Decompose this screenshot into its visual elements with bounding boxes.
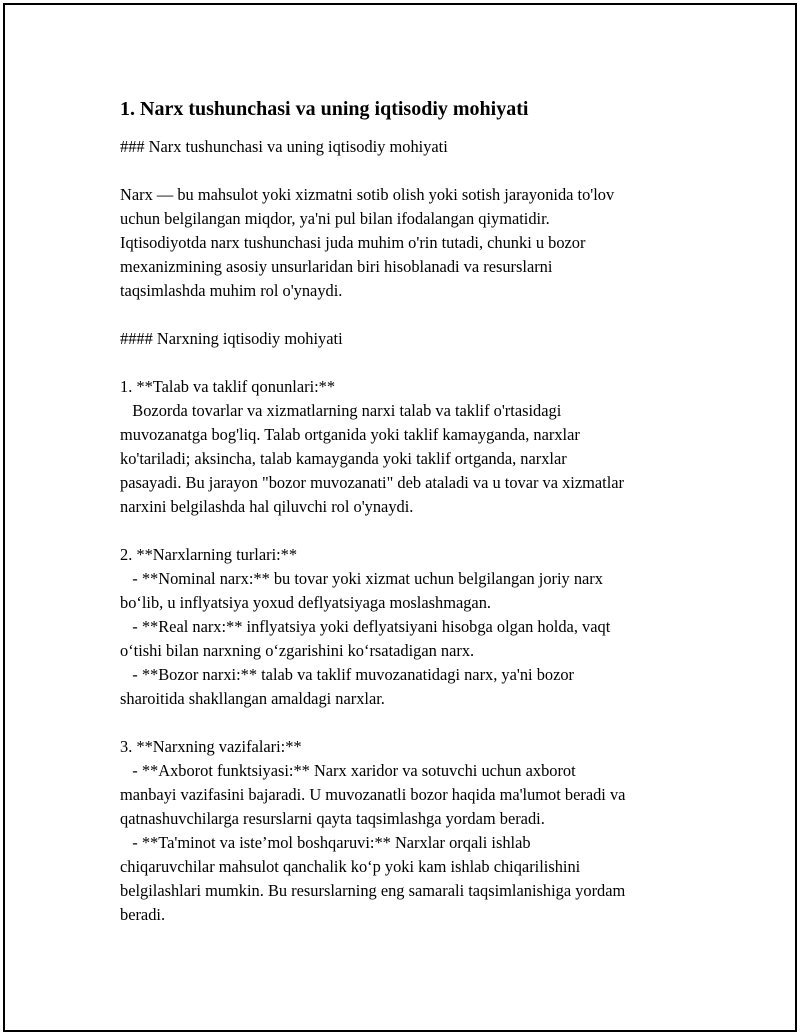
section-supply-demand: 1. **Talab va taklif qonunlari:** Bozorda tovarlar va xizmatlarning narxi talab va taklif o'rtasidagi muvozanatga bog'liq. Talab ortganida yoki taklif kamayganda, narxlar ko'tariladi; aksincha, talab kamayganda yoki taklif ortganda, narxlar pasayadi. Bu jarayon "bozor muvozanati" deb ataladi va u tovar va xizmatlar narxini belgilashda hal qiluvchi rol o'ynaydi. <box>120 377 625 516</box>
document-body <box>120 95 710 951</box>
section-price-types: 2. **Narxlarning turlari:** - **Nominal narx:** bu tovar yoki xizmat uchun belgilangan joriy narx bo‘lib, u inflyatsiya yoxud deflyatsiyaga moslashmagan. - **Real narx:** inflyatsiya yoki deflyatsiyani hisobga olgan holda, vaqt o‘tishi bilan narxning o‘zgarishini ko‘rsatadigan narx. - **Bozor narxi:** talab va taklif muvozanatidagi narx, ya'ni bozor sharoitida shakllangan amaldagi narxlar. <box>120 545 611 708</box>
document-page <box>3 3 797 1032</box>
intro-paragraph: Narx — bu mahsulot yoki xizmatni sotib olish yoki sotish jarayonida to'lov uchun belgilangan miqdor, ya'ni pul bilan ifodalangan qiymatidir. Iqtisodiyotda narx tushunchasi juda muhim o'rin tutadi, chunki u bozor mexanizmining asosiy unsurlaridan biri hisoblanadi va resurslarni taqsimlashda muhim rol o'ynaydi. <box>120 185 615 300</box>
section-price-functions: 3. **Narxning vazifalari:** - **Axborot funktsiyasi:** Narx xaridor va sotuvchi uchun axborot manbayi vazifasini bajaradi. U muvozanatli bozor haqida ma'lumot beradi va qatnashuvchilarga resurslarni qayta taqsimlashga yordam beradi. - **Ta'minot va iste’mol boshqaruvi:** Narxlar orqali ishlab chiqaruvchilar mahsulot qanchalik ko‘p yoki kam ishlab chiqarilishini belgilashlari mumkin. Bu resurslarning eng samarali taqsimlanishiga yordam beradi. <box>120 737 626 924</box>
markdown-heading-4: #### Narxning iqtisodiy mohiyati <box>120 329 343 348</box>
markdown-heading-3: ### Narx tushunchasi va uning iqtisodiy mohiyati <box>120 137 448 156</box>
document-title: 1. Narx tushunchasi va uning iqtisodiy mohiyati <box>120 98 529 120</box>
